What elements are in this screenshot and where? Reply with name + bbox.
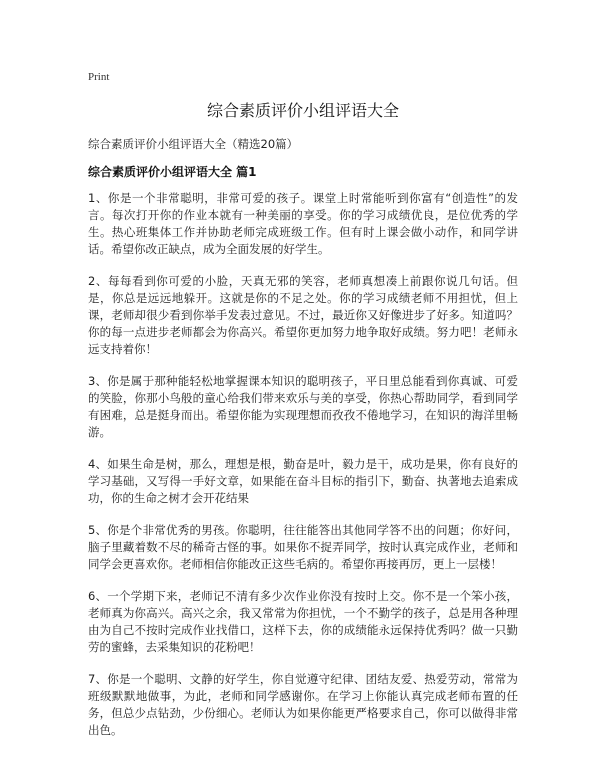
- paragraph-3: 3、你是属于那种能轻松地掌握课本知识的聪明孩子，平日里总能看到你真诚、可爱的笑脸，你那小鸟般的童心给我们带来欢乐与美的享受，你热心帮助同学，看到同学有困难，总是挺身而出。希望你能为实现理想而孜孜不倦地学习，在知识的海洋里畅游。: [88, 374, 518, 439]
- paragraph-4: 4、如果生命是树，那么，理想是根，勤奋是叶，毅力是干，成功是果，你有良好的学习基础，又写得一手好文章，如果能在奋斗目标的指引下，勤奋、执著地去追索成功，你的生命之树才会开花结果: [88, 457, 518, 505]
- paragraph-1: 1、你是一个非常聪明，非常可爱的孩子。课堂上时常能听到你富有“创造性”的发言。每次打开你的作业本就有一种美丽的享受。你的学习成绩优良，是位优秀的学生。热心班集体工作并协助老师完成班级工作。但有时上课会做小动作，和同学讲话。希望你改正缺点，成为全面发展的好学生。: [88, 191, 518, 256]
- document-page: [88, 70, 518, 754]
- paragraph-6: 6、一个学期下来，老师记不清有多少次作业你没有按时上交。你不是一个笨小孩，老师真为你高兴。高兴之余，我又常常为你担忧，一个不勤学的孩子，总是用各种理由为自己不按时完成作业找借口，这样下去，你的成绩能永远保持优秀吗？做一只勤劳的蜜蜂，去采集知识的花粉吧！: [88, 589, 518, 654]
- paragraph-5: 5、你是个非常优秀的男孩。你聪明，往往能答出其他同学答不出的问题；你好问，脑子里藏着数不尽的稀奇古怪的事。如果你不捉弄同学，按时认真完成作业，老师和同学会更喜欢你。老师相信你能改正这些毛病的。希望你再接再厉，更上一层楼！: [88, 523, 518, 571]
- section-heading: 综合素质评价小组评语大全 篇1: [88, 165, 257, 179]
- document-title: 综合素质评价小组评语大全: [206, 101, 399, 120]
- paragraph-7: 7、你是一个聪明、文静的好学生，你自觉遵守纪律、团结友爱、热爱劳动，常常为班级默默地做事，为此，老师和同学感谢你。在学习上你能认真完成老师布置的任务，但总少点钻劲，少份细心。老师认为如果你能更严格要求自己，你可以做得非常出色。: [88, 672, 518, 737]
- document-subtitle: 综合素质评价小组评语大全（精选20篇）: [88, 137, 299, 151]
- print-link[interactable]: Print: [88, 71, 110, 83]
- paragraph-2: 2、每每看到你可爱的小脸，天真无邪的笑容，老师真想凑上前跟你说几句话。但是，你总是远远地躲开。这就是你的不足之处。你的学习成绩老师不用担忧，但上课，老师却很少看到你举手发表过意见。不过，最近你又好像进步了好多。知道吗？你的每一点进步老师都会为你高兴。希望你更加努力地争取好成绩。努力吧！老师永远支持着你！: [88, 274, 518, 356]
